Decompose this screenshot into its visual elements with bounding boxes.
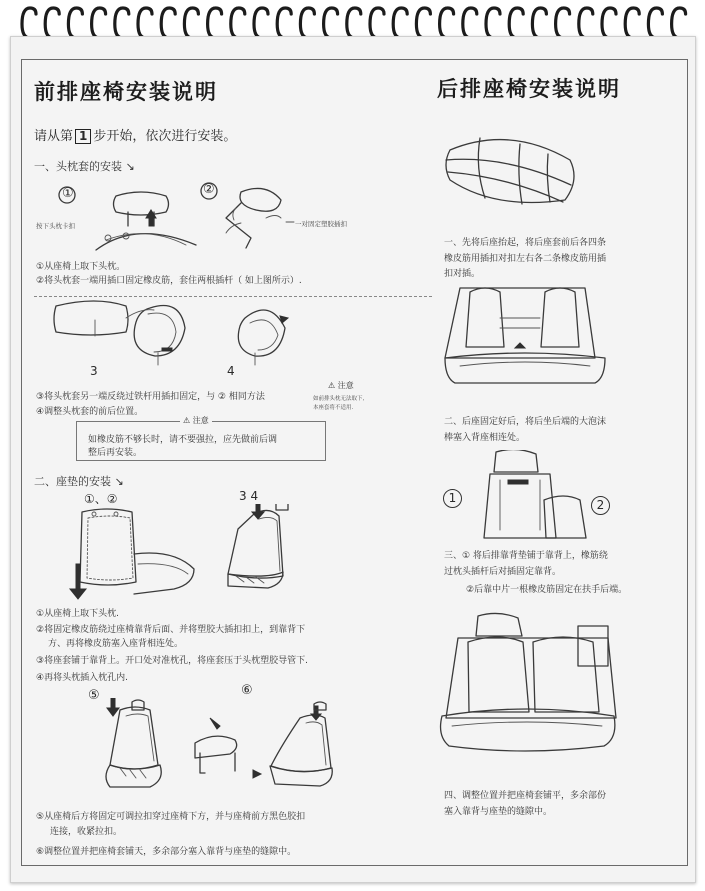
note-box-label: 注意 — [192, 416, 209, 425]
rear-seat-figure-2 — [438, 612, 618, 762]
hand-icon: ↘ — [114, 475, 124, 488]
binding-ring — [602, 8, 616, 38]
binding-ring — [184, 8, 198, 38]
binding-ring — [300, 8, 314, 38]
binding-ring — [92, 8, 106, 38]
rear-step-3c: ②后靠中片一根橡皮筋固定在扶手后端。 — [466, 585, 628, 595]
rear-step-1b: 橡皮筋用插扣对扣左右各二条橡皮筋用插 — [444, 254, 607, 264]
binding-ring — [254, 8, 268, 38]
callout-press-clip: 按下头枕卡扣 — [36, 222, 75, 230]
binding-ring — [277, 8, 291, 38]
small-note-line-1: 如前排头枕无法取下, — [313, 396, 365, 402]
fig-num-3: 3 — [90, 364, 98, 378]
binding-ring — [208, 8, 222, 38]
binding-ring — [486, 8, 500, 38]
rear-step-1c: 扣对插。 — [444, 269, 481, 279]
hand-icon: ↘ — [125, 160, 135, 173]
binding-ring — [161, 8, 175, 38]
headrest-step-4: ④调整头枕套的前后位置。 — [36, 407, 144, 417]
cushion-step-6: ⑥调整位置并把座椅套铺天，多余部分塞入靠背与座垫的缝隙中。 — [36, 847, 297, 857]
small-note-heading — [328, 380, 354, 391]
binding-ring — [648, 8, 662, 38]
rear-step-4b: 塞入靠背与座垫的缝隙中。 — [444, 807, 553, 817]
small-note-line-2: 本座套将不适用. — [313, 405, 354, 411]
rear-step-3b: 过枕头插杆后对插固定靠背。 — [444, 567, 562, 577]
binding-ring — [68, 8, 82, 38]
binding-ring — [138, 8, 152, 38]
binding-ring — [22, 8, 36, 38]
section-divider — [34, 296, 432, 297]
binding-ring — [463, 8, 477, 38]
binding-ring — [532, 8, 546, 38]
binding-ring — [370, 8, 384, 38]
warning-icon: ⚠ — [183, 416, 191, 425]
seat-cushion-figure-1 — [64, 504, 324, 604]
intro-step-box: 1 — [75, 129, 91, 144]
intro-line — [34, 125, 236, 144]
cushion-fig-num-12: ①、② — [84, 492, 118, 506]
rear-cushion-figure — [440, 130, 580, 210]
rear-fig-num-1-circle: 1 — [443, 489, 462, 508]
headrest-step-1: ①从座椅上取下头枕。 — [36, 262, 126, 272]
rear-step-3a: 三、① 将后排靠背垫铺于靠背上，橡筋绕 — [444, 551, 608, 561]
rear-title: 后排座椅安装说明 — [437, 77, 621, 101]
small-note-label: 注意 — [337, 381, 354, 390]
headrest-cover-figure — [50, 298, 320, 370]
seat-cushion-figure-2 — [70, 698, 340, 794]
fig-num-2: ② — [203, 182, 215, 197]
rear-fig-num-2 — [591, 494, 610, 515]
cushion-step-3: ③将座套铺于靠背上。开口处对准枕孔，将座套压于头枕塑胶导管下. — [36, 656, 308, 666]
cushion-heading — [34, 473, 124, 489]
callout-strap-clip: 一对固定塑胶插扣 — [295, 220, 347, 228]
cushion-fig-num-5: ⑤ — [88, 688, 100, 703]
binding-ring — [231, 8, 245, 38]
rear-step-2a: 二、后座固定好后，将后坐后端的大泡沫 — [444, 417, 607, 427]
cushion-step-5a: ⑤从座椅后方将固定可调拉扣穿过座椅下方，并与座椅前方黑色胶扣 — [36, 812, 306, 822]
binding-ring — [347, 8, 361, 38]
rear-fig-num-1 — [443, 487, 462, 508]
warning-icon: ⚠ — [328, 381, 336, 390]
cushion-fig-num-6: ⑥ — [241, 683, 253, 698]
cushion-step-2b: 方、再将橡皮筋塞入座背相连处。 — [48, 639, 184, 649]
cushion-step-4: ④再将头枕插入枕孔内. — [36, 673, 128, 683]
cushion-heading-text: 二、座垫的安装 — [34, 475, 111, 488]
binding-ring — [625, 8, 639, 38]
headrest-heading-text: 一、头枕套的安装 — [34, 160, 122, 173]
fig-num-4: 4 — [227, 364, 235, 378]
fig-num-1: ① — [62, 186, 74, 201]
binding-ring — [393, 8, 407, 38]
binding-ring — [115, 8, 129, 38]
intro-before: 请从第 — [34, 129, 74, 144]
note-box-line-1: 如橡皮筋不够长时，请不要强拉，应先做前后调 — [88, 435, 278, 445]
binding-ring — [579, 8, 593, 38]
cushion-step-2a: ②将固定橡皮筋绕过座椅靠背后面、并将塑胶大插扣扣上，到靠背下 — [36, 625, 306, 635]
rear-seat-figure-1 — [440, 278, 610, 390]
rear-fig-num-2-circle: 2 — [591, 496, 610, 515]
cushion-step-5b: 连接，收紧拉扣。 — [50, 827, 123, 837]
front-title: 前排座椅安装说明 — [34, 80, 218, 104]
binding-ring — [556, 8, 570, 38]
rear-step-1a: 一、先将后座抬起，将后座套前后各四条 — [444, 238, 607, 248]
binding-ring — [509, 8, 523, 38]
rear-step-2b: 棒塞入背座相连处。 — [444, 433, 526, 443]
headrest-heading — [34, 158, 135, 174]
binding-ring — [440, 8, 454, 38]
intro-after: 步开始，依次进行安装。 — [93, 129, 237, 144]
binding-ring — [416, 8, 430, 38]
binding-ring — [672, 8, 686, 38]
rear-backrest-figure — [470, 450, 590, 540]
binding-ring — [324, 8, 338, 38]
headrest-step-3: ③将头枕套另一端反绕过铁杆用插扣固定，与 ② 相同方法 — [36, 392, 265, 402]
headrest-step-2: ②将头枕套一端用插口固定橡皮筋，套住两根插杆（ 如上图所示）. — [36, 276, 302, 286]
cushion-fig-num-34: 3 4 — [239, 489, 259, 503]
rear-step-4a: 四、调整位置并把座椅套铺平，多余部份 — [444, 791, 607, 801]
cushion-step-1: ①从座椅上取下头枕. — [36, 609, 119, 619]
note-box-line-2: 整后再安装。 — [88, 448, 143, 458]
note-box-heading — [180, 415, 212, 426]
binding-ring — [45, 8, 59, 38]
